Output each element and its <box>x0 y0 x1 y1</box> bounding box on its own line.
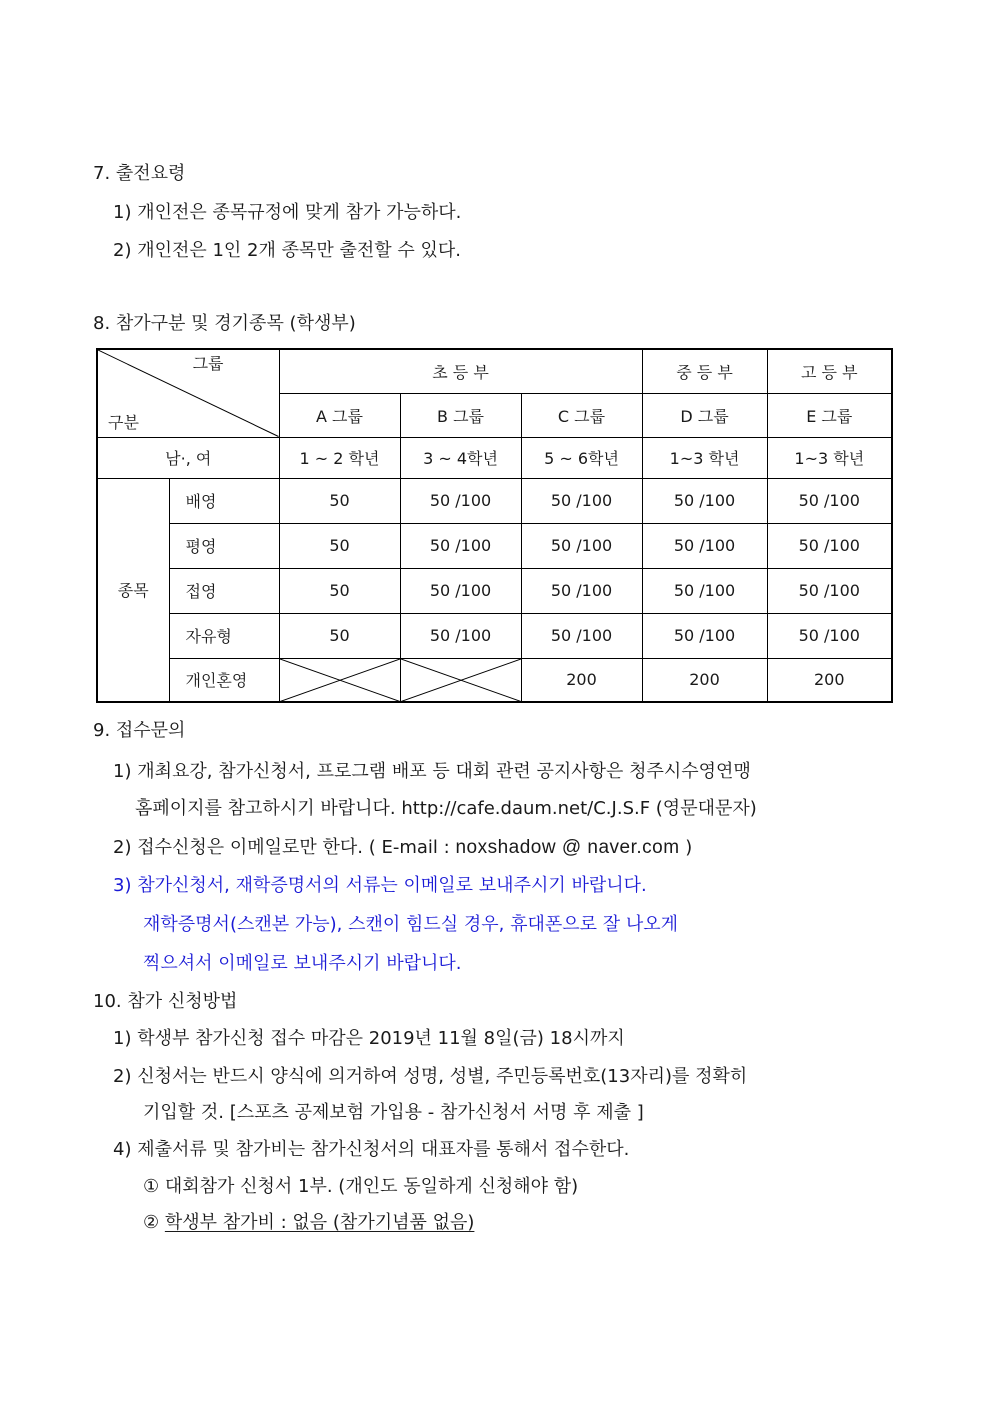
grade-a: 1 ~ 2 학년 <box>279 437 400 478</box>
division-elementary: 초 등 부 <box>279 349 642 393</box>
not-applicable-cell-b <box>400 658 521 702</box>
section-7-item-1: 1) 개인전은 종목규정에 맞게 참가 가능하다. <box>113 202 462 223</box>
table-cell: 50 /100 <box>521 523 642 568</box>
section-9-item-3-line-3: 찍으셔서 이메일로 보내주시기 바랍니다. <box>143 953 462 974</box>
grade-b: 3 ~ 4학년 <box>400 437 521 478</box>
corner-label-category: 구분 <box>108 412 139 432</box>
corner-label-group: 그룹 <box>192 354 224 373</box>
table-cell: 50 <box>279 568 400 613</box>
event-backstroke: 배영 <box>169 478 279 523</box>
table-cell: 50 /100 <box>521 568 642 613</box>
not-applicable-cell-a <box>279 658 400 702</box>
gender-label: 남·, 여 <box>97 437 279 478</box>
section-9-item-3-line-1: 3) 참가신청서, 재학증명서의 서류는 이메일로 보내주시기 바랍니다. <box>113 875 647 896</box>
section-7-item-2: 2) 개인전은 1인 2개 종목만 출전할 수 있다. <box>113 240 461 261</box>
table-cell: 200 <box>521 658 642 702</box>
grade-d: 1~3 학년 <box>642 437 767 478</box>
table-cell: 50 /100 <box>767 568 892 613</box>
table-cell: 50 /100 <box>400 523 521 568</box>
grade-c: 5 ~ 6학년 <box>521 437 642 478</box>
event-freestyle: 자유형 <box>169 613 279 658</box>
event-individual-medley: 개인혼영 <box>169 658 279 702</box>
section-10-title: 10. 참가 신청방법 <box>93 991 238 1012</box>
group-e: E 그룹 <box>767 393 892 437</box>
event-label: 종목 <box>97 478 169 702</box>
sub-2-marker: ② <box>143 1212 165 1233</box>
section-10-item-1: 1) 학생부 참가신청 접수 마감은 2019년 11월 8일(금) 18시까지 <box>113 1028 625 1049</box>
section-9-item-2 <box>113 836 692 860</box>
group-b: B 그룹 <box>400 393 521 437</box>
table-cell: 50 /100 <box>642 568 767 613</box>
email-prefix: 2) 접수신청은 이메일로만 한다. ( E-mail : <box>113 837 456 858</box>
grade-e: 1~3 학년 <box>767 437 892 478</box>
table-cell: 50 /100 <box>521 478 642 523</box>
table-cell: 50 <box>279 523 400 568</box>
section-10-item-2-line-2: 기입할 것. [스포츠 공제보험 가입용 - 참가신청서 서명 후 제출 ] <box>143 1102 644 1123</box>
section-9-item-1-line-1: 1) 개최요강, 참가신청서, 프로그램 배포 등 대회 관련 공지사항은 청주시수영연맹 <box>113 761 751 782</box>
section-9-item-3-line-2: 재학증명서(스캔본 가능), 스캔이 힘드실 경우, 휴대폰으로 잘 나오게 <box>143 914 679 935</box>
table-cell: 50 /100 <box>521 613 642 658</box>
table-cell: 50 <box>279 613 400 658</box>
division-middle: 중 등 부 <box>642 349 767 393</box>
cross-mark-icon <box>401 659 521 702</box>
email-suffix: ) <box>679 837 693 858</box>
table-cell: 50 /100 <box>400 478 521 523</box>
section-8-title: 8. 참가구분 및 경기종목 (학생부) <box>93 313 356 334</box>
section-9-title: 9. 접수문의 <box>93 720 186 741</box>
events-table <box>96 348 893 703</box>
group-a: A 그룹 <box>279 393 400 437</box>
table-cell: 200 <box>642 658 767 702</box>
event-breaststroke: 평영 <box>169 523 279 568</box>
table-cell: 50 <box>279 478 400 523</box>
group-d: D 그룹 <box>642 393 767 437</box>
email-address: noxshadow @ naver.com <box>455 837 680 858</box>
section-10-sub-2 <box>143 1211 474 1235</box>
student-fee-note: 학생부 참가비 : 없음 (참가기념품 없음) <box>164 1212 475 1233</box>
table-cell: 50 /100 <box>767 478 892 523</box>
section-9-item-1-line-2: 홈페이지를 참고하시기 바랍니다. http://cafe.daum.net/C.J.S.F (영문대문자) <box>135 798 757 819</box>
table-cell: 50 /100 <box>767 523 892 568</box>
section-10-sub-1: ① 대회참가 신청서 1부. (개인도 동일하게 신청해야 함) <box>143 1176 579 1197</box>
group-c: C 그룹 <box>521 393 642 437</box>
cross-mark-icon <box>280 659 400 702</box>
division-high: 고 등 부 <box>767 349 892 393</box>
section-7-title: 7. 출전요령 <box>93 163 186 184</box>
section-10-item-4: 4) 제출서류 및 참가비는 참가신청서의 대표자를 통해서 접수한다. <box>113 1139 630 1160</box>
table-cell: 50 /100 <box>400 613 521 658</box>
event-butterfly: 접영 <box>169 568 279 613</box>
table-cell: 50 /100 <box>642 523 767 568</box>
table-cell: 200 <box>767 658 892 702</box>
table-cell: 50 /100 <box>767 613 892 658</box>
table-cell: 50 /100 <box>642 478 767 523</box>
section-10-item-2-line-1: 2) 신청서는 반드시 양식에 의거하여 성명, 성별, 주민등록번호(13자리)를 정확히 <box>113 1066 748 1087</box>
corner-header-cell <box>97 349 279 437</box>
table-cell: 50 /100 <box>642 613 767 658</box>
table-cell: 50 /100 <box>400 568 521 613</box>
